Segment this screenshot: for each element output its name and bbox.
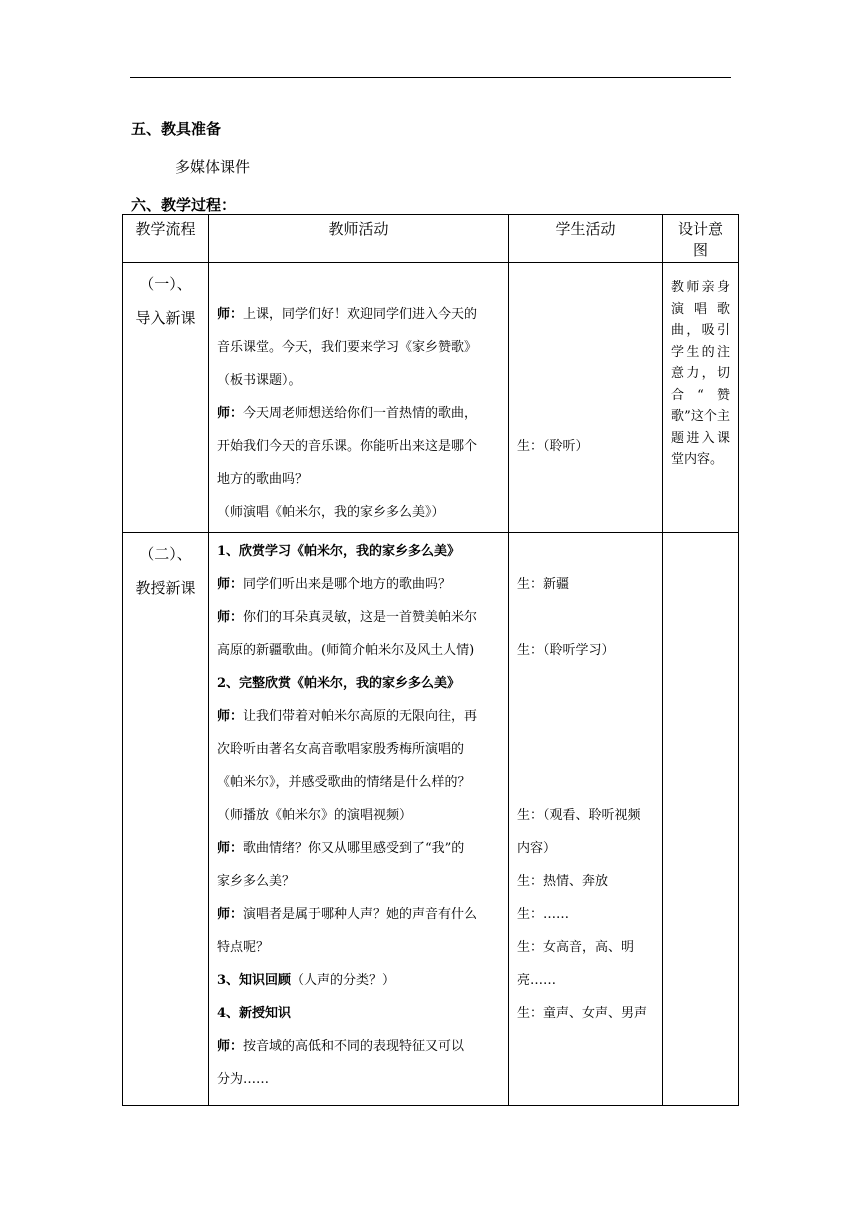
teacher-line [217,733,502,766]
teacher-activity-cell [209,263,509,533]
teacher-line [217,1063,502,1096]
student-activity-cell [509,533,663,1106]
line-text: 上课，同学们好！欢迎同学们进入今天的 [243,307,478,322]
line-text: 高原的新疆歌曲。(师简介帕米尔及风土人情) [217,643,475,658]
design-intent-cell [663,533,739,1106]
student-line: 生：…… [517,907,570,922]
header-student: 学生活动 [509,215,663,263]
stage-number: （二）、 [139,545,192,563]
table-row [123,263,739,533]
teaching-process-table [122,214,739,1106]
line-text: （人声的分类？） [291,973,396,988]
line-text: 让我们带着对帕米尔高原的无限向往，再 [243,709,478,724]
speaker-label: 师： [217,841,244,856]
teacher-activity-cell [209,533,509,1106]
speaker-label: 师： [217,907,244,922]
header-stage: 教学流程 [123,215,209,263]
design-intent-text: 教师亲身演唱歌曲，吸引学生的注意力，切合“赞歌”这个主题进入课堂内容。 [671,280,730,467]
line-text: 地方的歌曲吗？ [217,472,309,487]
teacher-activity-lines [217,265,502,529]
teacher-line [217,364,502,397]
line-text: （师演唱《帕米尔，我的家乡多么美》） [217,505,445,520]
speaker-label: 师： [217,610,244,625]
teacher-activity-lines [217,535,502,1096]
line-text: 今天周老师想送给你们一首热情的歌曲， [243,406,478,421]
line-text: （师播放《帕米尔》的演唱视频） [217,808,413,823]
header-design: 设计意图 [663,215,739,263]
student-line: 生：热情、奔放 [517,874,609,889]
teacher-line [217,766,502,799]
line-text: 歌曲情绪？你又从哪里感受到了“我”的 [243,841,465,856]
speaker-label: 2、完整欣赏《帕米尔，我的家乡多么美》 [217,676,461,691]
header-rule [130,77,731,78]
teacher-line [217,832,502,865]
teacher-line [217,496,502,529]
student-line: 亮…… [517,973,557,988]
speaker-label: 师： [217,307,244,322]
student-line: 生：新疆 [517,577,570,592]
line-text: 你们的耳朵真灵敏，这是一首赞美帕米尔 [243,610,478,625]
line-text: 次聆听由著名女高音歌唱家殷秀梅所演唱的 [217,742,465,757]
teacher-line [217,931,502,964]
teacher-line [217,667,502,700]
teacher-line [217,535,502,568]
student-line: 生：（聆听） [517,439,589,454]
speaker-label: 4、新授知识 [217,1006,292,1021]
speaker-label: 师： [217,709,244,724]
student-activity-cell [509,263,663,533]
teacher-line [217,634,502,667]
teacher-line [217,964,502,997]
section-6-title: 六、教学过程： [131,196,237,214]
speaker-label: 师： [217,406,244,421]
line-text: 《帕米尔》，并感受歌曲的情绪是什么样的？ [217,775,471,790]
table-header-row [123,215,739,263]
teacher-line [217,601,502,634]
header-teacher: 教师活动 [209,215,509,263]
teacher-line [217,799,502,832]
teacher-line [217,463,502,496]
teacher-line [217,898,502,931]
teacher-line [217,997,502,1030]
line-text: 按音域的高低和不同的表现特征又可以 [243,1039,465,1054]
line-text: 特点呢？ [217,940,270,955]
teacher-line [217,397,502,430]
student-line: 生：（聆听学习） [517,643,615,658]
teacher-line [217,865,502,898]
teacher-line [217,298,502,331]
line-text: 音乐课堂。今天，我们要来学习《家乡赞歌》 [217,340,478,355]
student-line: 内容） [517,841,557,856]
design-intent-cell [663,263,739,533]
line-text: 家乡多么美？ [217,874,296,889]
line-text: 演唱者是属于哪种人声？她的声音有什么 [243,907,478,922]
stage-cell [123,533,209,1106]
teacher-line [217,568,502,601]
speaker-label: 3、知识回顾 [217,973,292,988]
stage-label: 导入新课 [135,309,196,327]
student-line: 生：女高音，高、明 [517,940,635,955]
stage-number: （一）、 [139,275,192,293]
speaker-label: 1、欣赏学习《帕米尔，我的家乡多么美》 [217,544,461,559]
teacher-line [217,430,502,463]
student-line: 生：童声、女声、男声 [517,1006,648,1021]
student-line: 生：（观看、聆听视频 [517,808,641,823]
line-text: （板书课题）。 [217,373,302,388]
teacher-line [217,331,502,364]
stage-cell [123,263,209,533]
teacher-line [217,700,502,733]
stage-label: 教授新课 [135,579,196,597]
speaker-label: 师： [217,577,244,592]
speaker-label: 师： [217,1039,244,1054]
section-5-title: 五、教具准备 [131,120,222,138]
teacher-line [217,1030,502,1063]
line-text: 分为…… [217,1072,270,1087]
line-text: 开始我们今天的音乐课。你能听出来这是哪个 [217,439,478,454]
teacher-line [217,265,502,298]
table-row [123,533,739,1106]
section-5-content: 多媒体课件 [175,158,251,176]
line-text: 同学们听出来是哪个地方的歌曲吗？ [243,577,452,592]
